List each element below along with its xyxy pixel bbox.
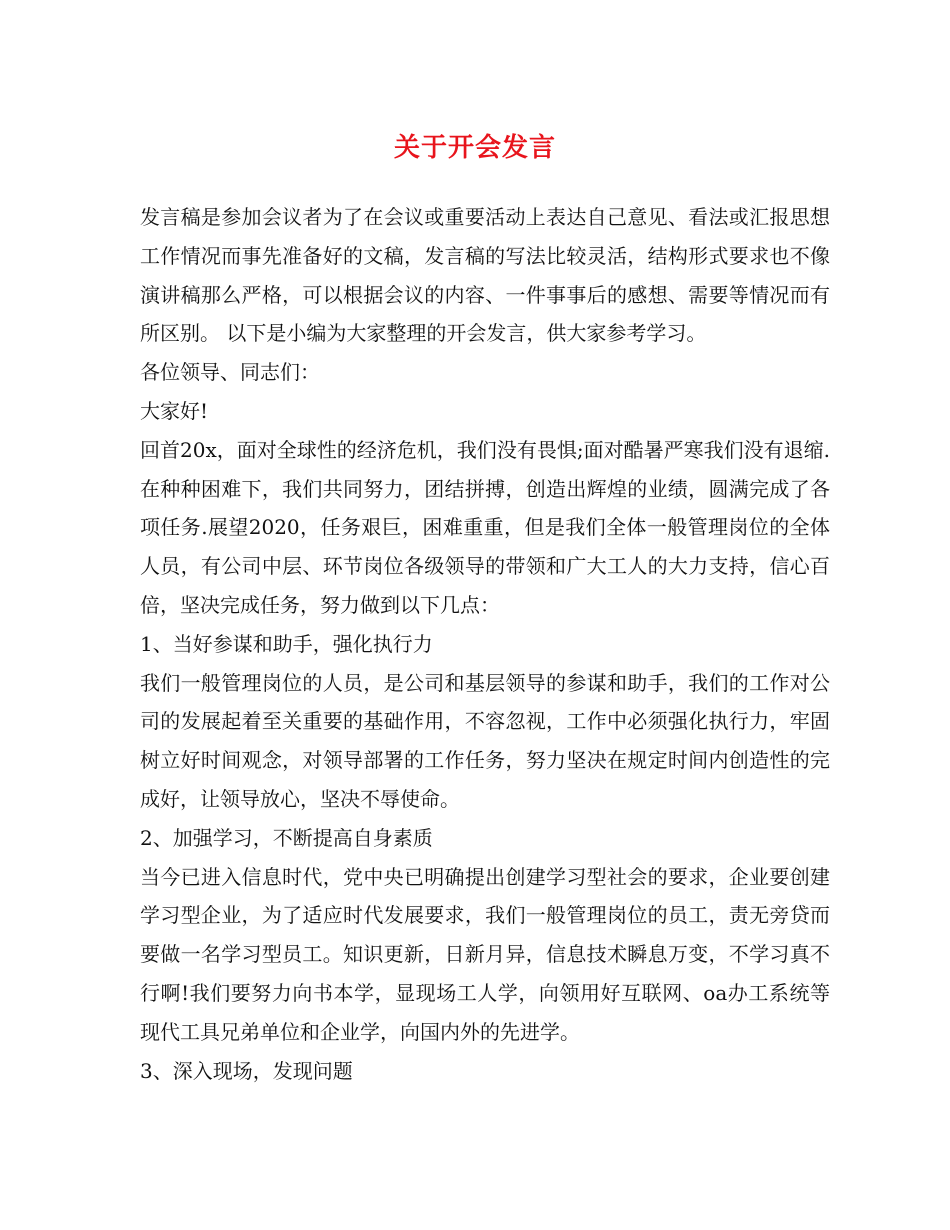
greeting: 大家好! [140, 398, 209, 423]
section-heading-1: 1、当好参谋和助手，强化执行力 [140, 631, 433, 656]
salutation: 各位领导、同志们： [140, 360, 320, 385]
document-title: 关于开会发言 [393, 133, 556, 163]
intro-paragraph: 发言稿是参加会议者为了在会议或重要活动上表达自己意见、看法或汇报思想工作情况而事先准备好的文稿，发言稿的写法比较灵活，结构形式要求也不像演讲稿那么严格，可以根据会议的内容、一件事事后的感想、需要等情况而有所区别。 以下是小编为大家整理的开会发言，供大家参考学习。 [140, 205, 830, 346]
section-paragraph-1: 我们一般管理岗位的人员，是公司和基层领导的参谋和助手，我们的工作对公司的发展起着至关重要的基础作用，不容忽视，工作中必须强化执行力，牢固树立好时间观念，对领导部署的工作任务，努力坚决在规定时间内创造性的完成好，让领导放心，坚决不辱使命。 [140, 670, 830, 811]
document-body [140, 198, 830, 1090]
section-heading-2: 2、加强学习，不断提高自身素质 [140, 825, 433, 850]
review-paragraph: 回首20x，面对全球性的经济危机，我们没有畏惧;面对酷暑严寒我们没有退缩.在种种困难下，我们共同努力，团结拼搏，创造出辉煌的业绩，圆满完成了各项任务.展望2020，任务艰巨，困难重重，但是我们全体一般管理岗位的全体人员，有公司中层、环节岗位各级领导的带领和广大工人的大力支持，信心百倍，坚决完成任务，努力做到以下几点： [140, 437, 830, 617]
section-heading-3: 3、深入现场，发现问题 [140, 1058, 353, 1083]
section-paragraph-2: 当今已进入信息时代，党中央已明确提出创建学习型社会的要求，企业要创建学习型企业，为了适应时代发展要求，我们一般管理岗位的员工，责无旁贷而要做一名学习型员工。知识更新，日新月异，信息技术瞬息万变，不学习真不行啊!我们要努力向书本学，显现场工人学，向领用好互联网、oa办工系统等现代工具兄弟单位和企业学，向国内外的先进学。 [140, 864, 830, 1044]
